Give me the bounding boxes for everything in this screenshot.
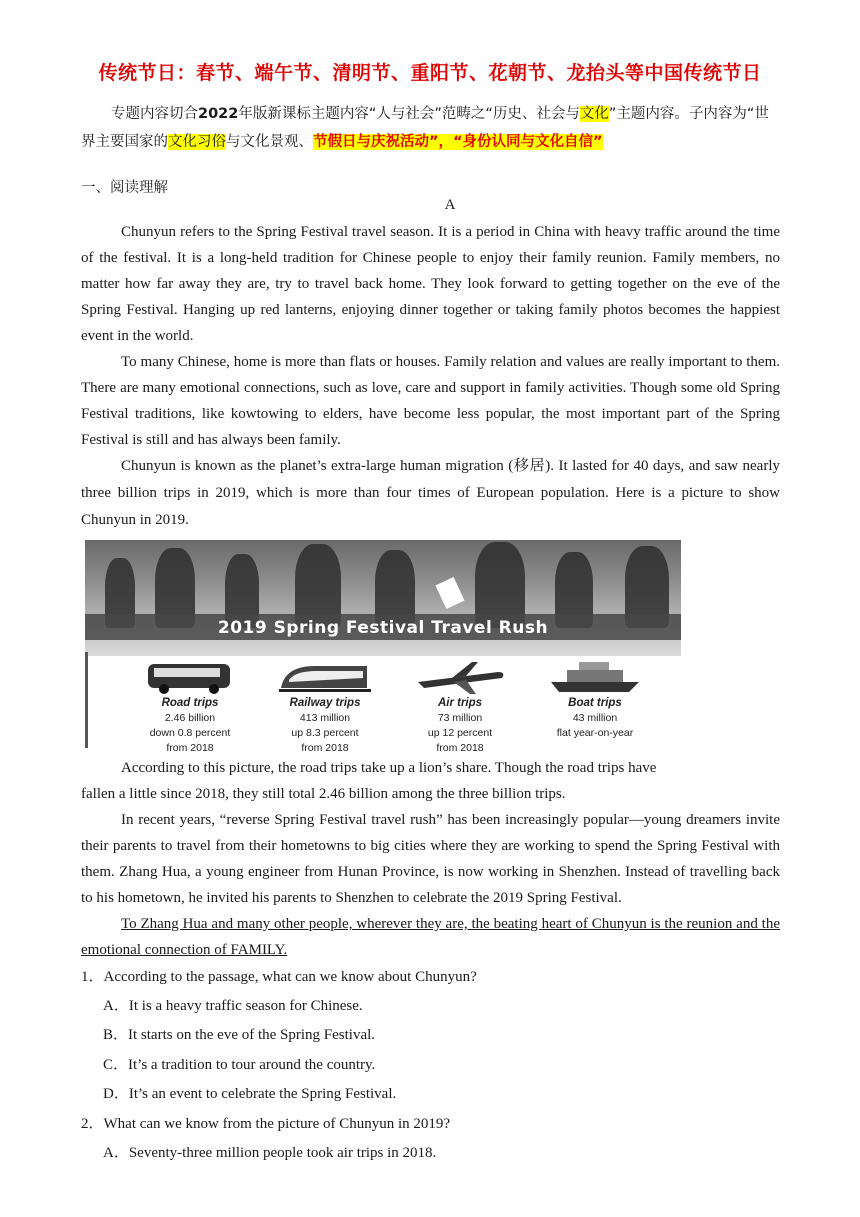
question-1-option-c: C．It’s a tradition to tour around the country. (103, 1057, 376, 1073)
railway-trips-stat (260, 658, 390, 752)
mode-base: from 2018 (166, 742, 214, 752)
paragraph-continued: fallen a little since 2018, they still total 2.46 billion among the three billion trips. (81, 786, 566, 802)
mode-base: from 2018 (436, 742, 484, 752)
question-1-option-b: B．It starts on the eve of the Spring Festival. (103, 1027, 376, 1043)
section-heading: 一、阅读理解 (81, 180, 168, 196)
highlight-festivals: 节假日与庆祝活动”，“身份认同与文化自信” (313, 134, 603, 150)
mode-change: down 0.8 percent (149, 727, 231, 739)
mode-change: up 8.3 percent (291, 727, 359, 739)
question-1: 1．According to the passage, what can we know about Chunyun? (81, 969, 477, 985)
picture-title: 2019 Spring Festival Travel Rush (217, 618, 549, 638)
paragraph-underlined: To Zhang Hua and many other people, wherever they are, the beating heart of Chunyun is the reunion and the emotional connection of FAMILY. (81, 916, 780, 958)
mode-amount: 2.46 billion (164, 712, 216, 724)
mode-change: flat year-on-year (556, 727, 634, 739)
question-1-option-d: D．It’s an event to celebrate the Spring Festival. (103, 1086, 397, 1102)
mode-label: Railway trips (289, 697, 361, 709)
mode-label: Boat trips (568, 697, 622, 709)
air-trips-stat (395, 658, 525, 752)
mode-base: from 2018 (301, 742, 349, 752)
intro-text: ”主题内容。子内容为“世界主要国家的 (81, 106, 769, 150)
topic-intro (81, 100, 781, 156)
mode-amount: 73 million (437, 712, 483, 724)
train-icon (275, 658, 375, 696)
paragraph: According to this picture, the road trips take up a lion’s share. Though the road trips have (121, 760, 657, 776)
intro-text: 专题内容切合 (111, 106, 198, 122)
ticket-card (435, 577, 464, 609)
passage-label: A (444, 197, 456, 213)
divider (85, 652, 88, 748)
boat-trips-stat (530, 658, 660, 741)
airplane-icon (410, 658, 510, 696)
intro-year: 2022 (198, 106, 239, 122)
paragraph: In recent years, “reverse Spring Festival travel rush” has been increasingly popular—young dreamers invite their parents to travel from their hometowns to big cities where they are working to spend the Spring Festival with them. Zhang Hua, a young engineer from Hunan Province, is now working in Shenzhen. Instead of travelling back to his hometown, he invited his parents to Shenzhen to celebrate the 2019 Spring Festival. (81, 812, 780, 906)
highlight-customs: 文化习俗 (168, 134, 226, 150)
paragraph: To many Chinese, home is more than flats or houses. Family relation and values are really important to them. There are many emotional connections, such as love, care and support in family activities. Though some old Spring Festival traditions, like kowtowing to elders, have become less popular, the most important part of the Spring Festival is still and has always been family. (81, 354, 780, 448)
question-2: 2．What can we know from the picture of Chunyun in 2019? (81, 1116, 451, 1132)
mode-label: Road trips (161, 697, 219, 709)
mode-amount: 43 million (572, 712, 618, 724)
page-title: 传统节日：春节、端午节、清明节、重阳节、花朝节、龙抬头等中国传统节日 (98, 62, 762, 84)
mode-change: up 12 percent (427, 727, 493, 739)
paragraph: Chunyun refers to the Spring Festival travel season. It is a period in China with heavy traffic around the time of the festival. It is a long-held tradition for Chinese people to enjoy their family reunion. Family members, no matter how far away they are, try to travel back home. They look forward to getting together on the eve of the Spring Festival. Hanging up red lanterns, enjoying dinner together or taking family photos becomes the happiest event in the world. (81, 224, 780, 344)
paragraph: Chunyun is known as the planet’s extra-large human migration (移居). It lasted for 40 days, and saw nearly three billion trips in 2019, which is more than four times of European population. Here is a picture to show Chunyun in 2019. (81, 458, 780, 528)
mode-amount: 413 million (299, 712, 351, 724)
question-1-option-a: A．It is a heavy traffic season for Chinese. (103, 998, 363, 1014)
highlight-culture: 文化 (579, 106, 609, 122)
passage-paragraphs-bottom (81, 755, 780, 963)
mode-label: Air trips (437, 697, 483, 709)
travel-rush-picture (85, 540, 681, 752)
question-2-option-a: A．Seventy-three million people took air trips in 2018. (103, 1145, 437, 1161)
bus-icon (140, 658, 240, 696)
ship-icon (545, 658, 645, 696)
intro-text: 与文化景观、 (226, 134, 313, 150)
road-trips-stat (125, 658, 255, 752)
intro-text: 年版新课标主题内容“人与社会”范畴之“历史、社会与 (238, 106, 580, 122)
passage-paragraphs-top (81, 219, 780, 534)
